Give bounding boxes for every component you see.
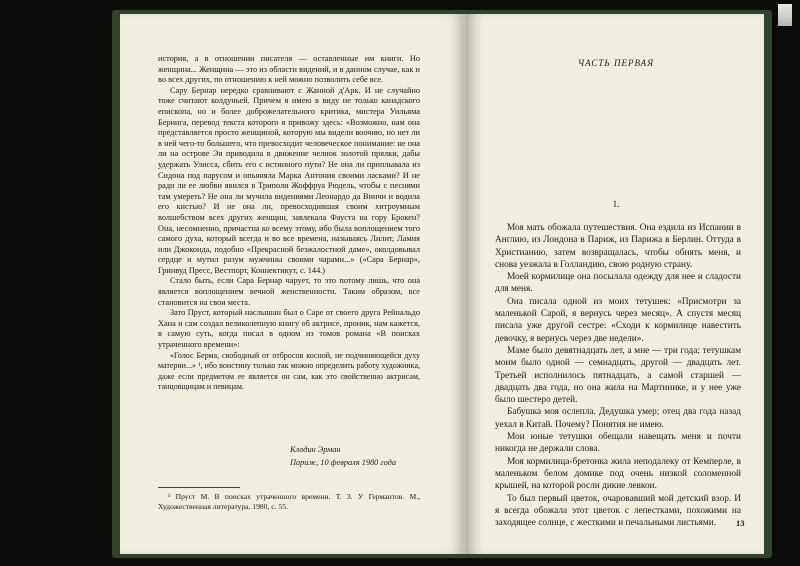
right-paragraph: Маме было девятнадцать лет, а мне — три года; тетушкам моим было одной — семнадцать, другой — двадцать лет. Третьей исполнилось пятнадцать, а самой старшей — двадцать два года, но она жила на Мартинике, и у нее уже было шестеро детей.	[495, 345, 741, 406]
left-paragraph: Зато Пруст, который наслышан был о Саре от своего друга Рейнальдо Хана и сам создал великолепную книгу об актрисе, проник, нам кажется, в самую суть, когда писал в одном из томов романа «В поисках утраченного времени»:	[158, 308, 420, 350]
right-paragraph: Мои юные тетушки обещали навещать меня и почти никогда не держали слова.	[495, 432, 741, 455]
part-title: ЧАСТЬ ПЕРВАЯ	[577, 58, 655, 68]
left-paragraph: Стало быть, если Сара Бернар чарует, то это потому лишь, что она является воплощением вечной женственности. Таким образом, все становится на свои места.	[158, 276, 420, 307]
scan-edge-marker	[778, 4, 792, 26]
right-page	[466, 14, 764, 554]
footnote	[158, 492, 420, 511]
footnote-text: ¹ Пруст М. В поисках утраченного времени. Т. 3. У Германтов. М., Художественная литература, 1980, с. 55.	[158, 492, 420, 511]
right-paragraph: Моя мать обожала путешествия. Она ездила из Испании в Англию, из Лондона в Париж, из Парижа в Берлин. Оттуда в Христианию, затем возвращалась, чтобы обнять меня, и снова уезжала в Голландию, свою родную страну.	[495, 223, 741, 270]
left-body-text	[158, 54, 420, 393]
right-paragraph: То был первый цветок, очаровавший мой детский взор. И я всегда обожала этот цветок с лепестками, похожими на заходящее солнце, с жесткими и печальными листьями.	[495, 493, 741, 529]
chapter-number: 1.	[612, 200, 620, 210]
right-paragraph: Бабушка моя ослепла. Дедушка умер; отец два года назад уехал в Китай. Почему? Понятия не имею.	[495, 407, 741, 430]
signature-name: Клодин Эрман	[290, 445, 341, 454]
footnote-rule	[158, 487, 240, 488]
signature-date: Париж, 10 февраля 1980 года	[290, 458, 396, 467]
left-paragraph: история, а в отношении писателя — оставленные им книги. Но женщина... Женщина — это из области видений, и в данном случае, как и во всех других, по отношению к ней можно позволить себе все.	[158, 54, 420, 85]
right-body-text	[495, 222, 741, 529]
left-page	[120, 14, 464, 554]
left-paragraph: Сару Бернар нередко сравнивают с Жанной д'Арк. И не случайно тоже считают колдуньей. Причем я имею в виду не только канадского епископа, но и более доброжелательного критика, мистера Уильяма Беринга, перевод текста которого я привожу здесь: «Возможно, нам она представляется просто женщиной, которую мы видели воочию, но нет ли в ней чего-то большего, что превосходит человеческое понимание: не она ли на острове Эя приводила в движение челнок золотой прялки, дабы удержать Улисса, сбить его с истинного пути? Не она ли приплывала из Сидона под парусом и опьяняла Марка Антония своими ласками? И не ради ли ее любви явился в Триполи Жоффруа Рюдель, чтобы с песнями там умереть? Не она ли мучила видениями Леонардо да Винчи и водила его кистью? И не она ли, превосходившая своим хитроумным волшебством всех других женщин, завлекала Фауста на гору Брокен? Она, несомненно, причастна ко всему этому, ибо была воплощением того самого духа, который всегда и во все времена, называясь Лилит, Ламия или Джоконда, подобно «Прекрасной безжалостной даме», околдовывал сердце и мутил разум мужчины своими чарами...» («Сара Бернар», Гринвуд Пресс, Вестпорт, Коннектикут, с. 144.)	[158, 85, 420, 275]
right-paragraph: Моя кормилица-бретонка жила неподалеку от Кемперле, в маленьком белом домике под очень низкой соломенной крышей, на которой росли дикие левкои.	[495, 456, 741, 492]
page-number: 13	[736, 518, 745, 528]
proust-quote: «Голос Берма, свободный от отбросов косной, не подчиняющейся духу материи...» ¹, ибо воистину только так можно определить работу художника, даже если предметом ее является он сам, как это свойственно актрисам, танцовщицам и певицам.	[158, 350, 420, 392]
right-paragraph: Моей кормилице она посылала одежду для нее и сладости для меня.	[495, 272, 741, 295]
right-paragraph: Она писала одной из моих тетушек: «Присмотри за маленькой Сарой, я вернусь через месяц». А спустя месяц писала уже другой сестре: «Сходи к кормилице навестить девочку, я вернусь через две недели».	[495, 296, 741, 344]
